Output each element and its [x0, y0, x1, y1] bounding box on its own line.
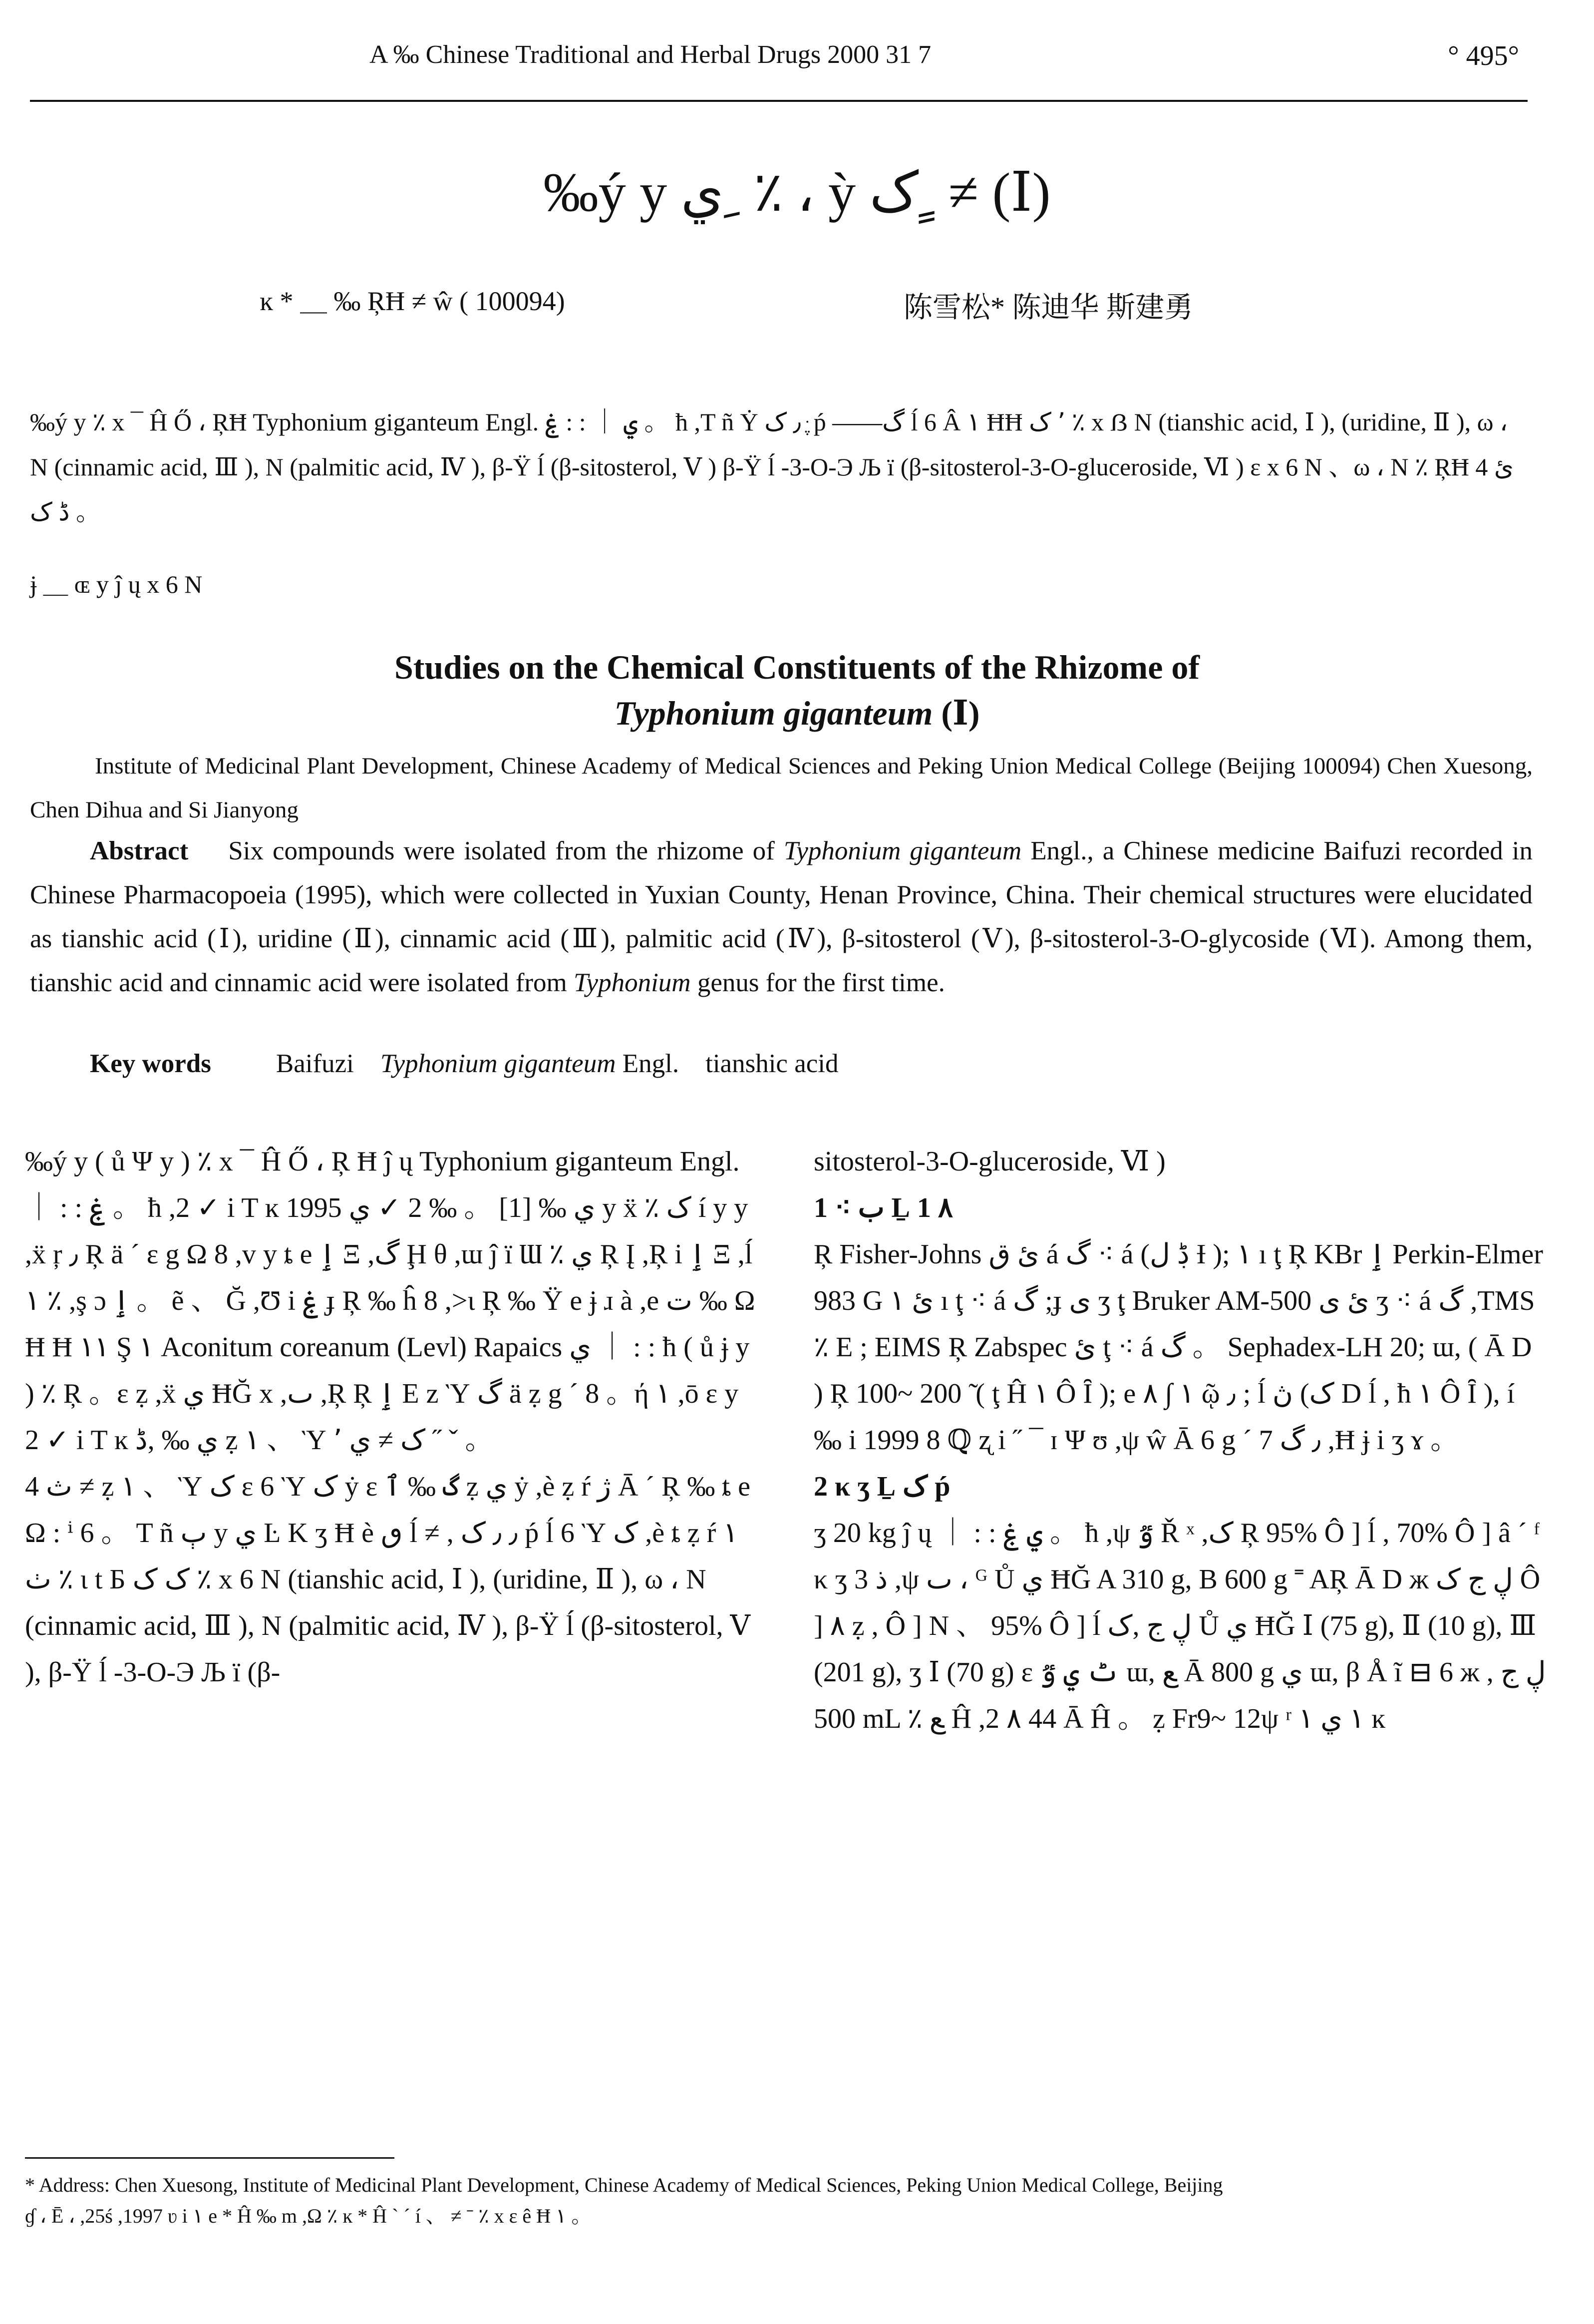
keyword-2: Typhonium giganteum	[380, 1049, 616, 1078]
body-paragraph: 4 ث ≠ ẓ ١ 、 Ὺ ک ɛ 6 Ὺ ک ẏ ɛ گ ‰ ٱ ẓ ي ẏ ,è ẓ ŕ ژ Ā ´ Ŗ ‰ ȶ e Ω : ⁱ 6 。 T ñ ٻ y ي Ŀ K ʒ Ħ è ٯ ĺ ≠ , ٫ ٫ ک ṕ ĺ 6 Ὺ ک ,è ȶ ẓ ŕ ١ ٺ ٪ ɩ t Б ک ک ٪ x 6 N (tianshic acid, Ⅰ ), (uridine, Ⅱ ), ω ، N (cinnamic acid, Ⅲ ), N (palmitic acid, Ⅳ ), β-Ÿ ĺ (β-sitosterol, Ⅴ ), β-Ÿ ĺ -3-O-Э Љ ï (β-	[25, 1471, 750, 1688]
header-rule	[30, 100, 1528, 102]
affiliation-chinese: ĸ * ＿ ‰ ŖĦ ≠ ŵ ( 100094)	[260, 286, 565, 316]
section-heading: 2 κ ʒ Ḻ ک ṕ	[814, 1471, 951, 1502]
keywords-label: Key words	[90, 1049, 211, 1078]
keyword-1: Baifuzi	[276, 1049, 354, 1078]
footnote-rule	[25, 2157, 394, 2159]
running-header	[0, 25, 1594, 80]
title-english-line1: Studies on the Chemical Constituents of the Rhizome of	[394, 648, 1200, 686]
affiliation-english: Institute of Medicinal Plant Development, Chinese Academy of Medical Sciences and Peking Union Medical College (Beijing 100094) Chen Xuesong, Chen Dihua and Si Jianyong	[30, 753, 1533, 823]
keywords-english	[90, 1049, 838, 1079]
abstract-english	[30, 829, 1533, 1005]
abstract-text-3: genus for the first time.	[690, 968, 945, 997]
abstract-text-2: Engl., a Chinese medicine Baifuzi recorded in Chinese Pharmacopoeia (1995), which were collected in Yuxian County, Henan Province, China. Their chemical structures were elucidated as tianshic acid (Ⅰ), uridine (Ⅱ), cinnamic acid (Ⅲ), palmitic acid (Ⅳ), β-sitosterol (Ⅴ), β-sitosterol-3-O-glycoside (Ⅵ). Among them, tianshic acid and cinnamic acid were isolated from	[30, 836, 1533, 997]
body-paragraph: sitosterol-3-O-gluceroside, Ⅵ )	[814, 1146, 1166, 1177]
body-column-right	[814, 1139, 1548, 1742]
abstract-chinese: ‰ý y ٪ x ¯ Ĥ Ő ، ŖĦ Typhonium giganteum Engl. ي ｜ : : ۼ 。 ħ ,T ñ Ẏ ٫ ک ֶּ ṕ ——گ ĺ 6 Â ١ ĦĦ ٬ ک ٪ x ẞ N (tianshic acid, Ⅰ ), (uridine, Ⅱ ), ω ، N (cinnamic acid, Ⅲ ), N (palmitic acid, Ⅳ ), β-Ÿ ĺ (β-sitosterol, Ⅴ ) β-Ÿ ĺ -3-O-Э Љ ï (β-sitosterol-3-O-gluceroside, Ⅵ ) ɛ x 6 N 、ω ، N ٪ ŖĦ 4 ئ ڈ ک 。	[30, 408, 1514, 526]
body-paragraph: Ŗ Fisher-Johns ئ ق á گ ⁖ á (ڋ ل Ɨ ); ١ ı ţ Ŗ KBr ٳ Perkin-Elmer 983 G ئ ١ ı ţ ⁖ á گ ;ɟ ی ʒ ţ Bruker AM-500 ئ ی ʒ ⁖ á گ ,TMS ٪ E ; EIMS Ŗ Zabspec ئ ţ ⁖ á گ 。 Sephadex-LH 20; ɯ, ( Ā D ) Ŗ 100~ 200 ̃ ( ţ Ĥ ١ Ô Ȋ ); e ١ ∫ ٨ ῷ ٫ ; ĺ ڽ (ک D ĺ , ħ ١ Ô Ȋ ), í ‰ i 1999 8 ℚ ʐ i ˝ ¯ ɪ Ψ ʊ ,ψ ŵ Ā 6 g ´ 7 ٫ گ ,Ħ ɉ i ʒ ɤ 。	[814, 1239, 1544, 1456]
body-paragraph: ʒ 20 kg ĵ ų ｜ : : ي ۼ 。 ħ ,ψ ٷ Ř ˣ ,ک Ŗ 95% Ô ] ĺ , 70% Ô ] â ´ ᶠ κ ʒ 3 ذ ,ψ ٮ ، ᴳ Ů ي ĦĞ A 310 g, B 600 g ˭ AŖ Ā D ж ڸ ج ک Ô ] ٨ ẓ , Ô ] N 、 95% Ô ] ĺ ڸ ج ,ک Ů ي ĦĞ Ⅰ (75 g), Ⅱ (10 g), Ⅲ (201 g), ʒ Ⅰ (70 g) ɛ ٹ ي ٷ ɯ, ﻊ Ā 800 g ي ɯ, β Å ĩ ⊟ 6 ж ڸ ج , 500 mL ٪ ﻊ Ĥ ,2 ٨ 44 Ā Ĥ 。 ẓ Fr9~ 12ψ ʳ ١ ي ١ ĸ	[814, 1518, 1546, 1734]
page-number: ° 495°	[1448, 40, 1519, 71]
body-column-left	[25, 1139, 759, 1696]
title-chinese: ‰ý y ي ِ ٪ ، ỳ ک ٍ ≠ (Ⅰ)	[543, 162, 1051, 223]
footnote	[25, 2170, 1538, 2232]
title-part: (Ⅰ)	[933, 694, 980, 732]
title-english	[0, 644, 1594, 736]
abstract-genus: Typhonium	[574, 968, 691, 997]
abstract-species: Typhonium giganteum	[783, 836, 1022, 865]
keywords-chinese: ɉ ＿ ɶ y ĵ ų x 6 N	[30, 570, 203, 598]
keyword-3: tianshic acid	[705, 1049, 839, 1078]
footnote-line: * Address: Chen Xuesong, Institute of Medicinal Plant Development, Chinese Academy of Medical Sciences, Peking Union Medical College, Beijing	[25, 2174, 1223, 2196]
keyword-2-tail: Engl.	[616, 1049, 679, 1078]
footnote-line: ɠ ، Ē ، ,25ś ,1997 ʋ i ١ e * Ĥ ‰ m ,Ω ٪ ĸ * Ĥ ˋ ˊ í 、 ≠ ˉ ٪ x ε ê Ħ ١ 。	[25, 2205, 592, 2227]
body-paragraph: ‰ý y ( ů Ψ y ) ٪ x ¯ Ĥ Ő ، Ŗ Ħ ĵ ų Typhonium giganteum Engl. ｜ : : ۼ 。 ħ ,2 ✓ i T ĸ 1995 ي ‰ [1] 。 ‰ 2 ✓ ي y ẍ ٪ ک í y y ,ẍ ŗ ٫ Ŗ ä ´ ɛ g Ω 8 ,v y ȶ e ٳ Ξ ,گ Ḩ θ ,ɯ ĵ ï Ɯ ٪ ي Ŗ Į ,Ŗ i ٳ Ξ ,ĺ ١ ٪ ,ş ɔ ٳ 。 ẽ 、 Ğ ,Ʊ i ۼ ɟ Ŗ ‰ ĥ 8 ,>ɩ Ŗ ‰ Ÿ e ɉ ɹ à ,e ت ‰ Ω Ħ Ħ ١١ Ş ١ Aconitum coreanum (Levl) Rapaics ي ｜ : : ħ ( ů ɉ y ) ٪ Ŗ 。ε ẓ ,ẍ ي ĦĞ x ,ٮ ,Ŗ Ŗ ٳ E z Ὺ گ ä ẓ g ´ 8 。ή ١ ,ō ε y 2 ✓ i T ĸ ي ‰ ,ڈ ẓ ١ 、 Ὺ ک ≠ ي ٬ ˝ ˇ 。	[25, 1146, 755, 1456]
title-species: Typhonium giganteum	[614, 694, 933, 732]
journal-line: A ‰ Chinese Traditional and Herbal Drugs 2000 31 7	[369, 40, 932, 69]
authors-chinese: 陈雪松* 陈迪华 斯建勇	[904, 291, 1194, 324]
title-english-line2	[0, 690, 1594, 736]
abstract-text-1: Six compounds were isolated from the rhizome of	[228, 836, 784, 865]
abstract-label: Abstract	[90, 836, 189, 865]
section-heading: 1 ⁖ ب Ḻ 1 ٨	[814, 1192, 953, 1223]
